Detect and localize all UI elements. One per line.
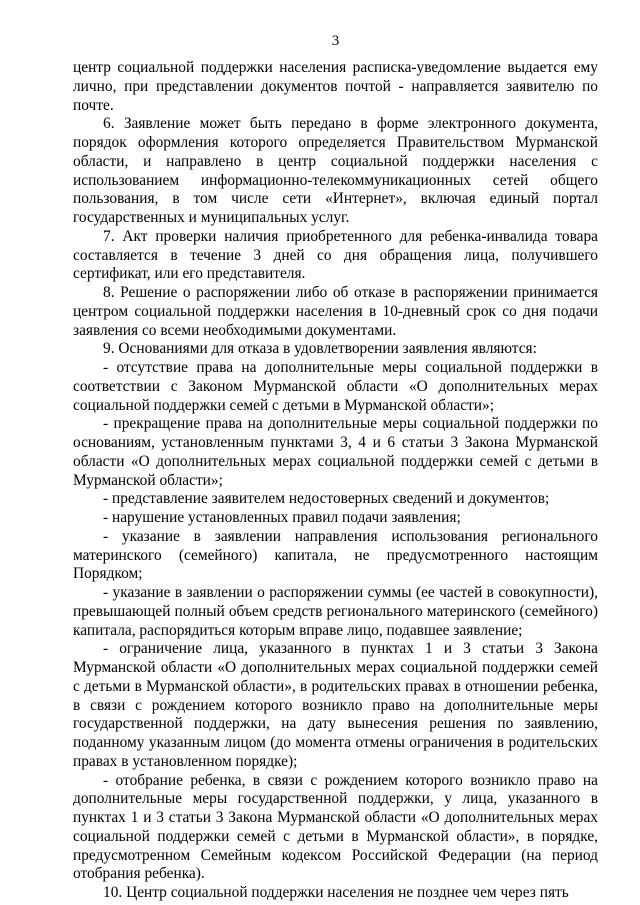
paragraph-item-8: 8. Решение о распоряжении либо об отказе в распоряжении принимается центром социальной поддержки населения в 10-дневный срок со дня подачи заявления со всеми необходимыми документами. (73, 284, 598, 339)
paragraph-item-10: 10. Центр социальной поддержки населения не позднее чем через пять (103, 884, 569, 901)
refusal-ground-2: - прекращение права на дополнительные меры социальной поддержки по основаниям, установленным пунктами 3, 4 и 6 статьи 3 Закона Мурманской области «О дополнительных мерах социальной поддержки семей с детьми в Мурманской области»; (73, 415, 598, 489)
refusal-ground-6: - указание в заявлении о распоряжении суммы (ее частей в совокупности), превышающей полный объем средств регионального материнского (семейного) капитала, распорядиться которым вправе лицо, подавшее заявление; (73, 584, 598, 639)
paragraph-item-7: 7. Акт проверки наличия приобретенного для ребенка-инвалида товара составляется в течение 3 дней со дня обращения лица, получившего сертификат, или его представителя. (73, 227, 598, 283)
refusal-ground-1: - отсутствие права на дополнительные меры социальной поддержки в соответствии с Законом Мурманской области «О дополнительных мерах социальной поддержки семей с детьми в Мурманской области»; (73, 359, 598, 414)
refusal-ground-4: - нарушение установленных правил подачи заявления; (103, 509, 461, 526)
document-page (73, 32, 598, 903)
paragraph-item-6: 6. Заявление может быть передано в форме электронного документа, порядок оформления которого определяется Правительством Мурманской области, и направлено в центр социальной поддержки населения с использованием информационно-телекоммуникационных сетей общего пользования, в том числе сети «Интернет», включая единый портал государственных и муниципальных услуг. (73, 115, 598, 226)
document-body (73, 59, 598, 903)
refusal-ground-8: - отобрание ребенка, в связи с рождением которого возникло право на дополнительные меры государственной поддержки, у лица, указанного в пунктах 1 и 3 статьи 3 Закона Мурманской области «О дополнительных мерах социальной поддержки семей с детьми в Мурманской области», в порядке, предусмотренном Семейным кодексом Российской Федерации (на период отобрания ребенка). (73, 771, 598, 883)
page-number: 3 (331, 33, 340, 49)
refusal-ground-7: - ограничение лица, указанного в пунктах 1 и 3 статьи 3 Закона Мурманской области «О дополнительных мерах социальной поддержки семей с детьми в Мурманской области», в родительских правах в отношении ребенка, в связи с рождением которого возникло право на дополнительные меры государственной поддержки, на дату вынесения решения по заявлению, поданному указанным лицом (до момента отмены ограничения в родительских правах в установленном порядке); (73, 640, 598, 770)
refusal-ground-3: - представление заявителем недостоверных сведений и документов; (103, 490, 550, 508)
refusal-ground-5: - указание в заявлении направления использования регионального материнского (семейного) капитала, не предусмотренного настоящим Порядком; (73, 527, 598, 583)
paragraph-continuation: центр социальной поддержки населения расписка-уведомление выдается ему лично, при представлении документов почтой - направляется заявителю по почте. (73, 59, 598, 114)
paragraph-item-9: 9. Основаниями для отказа в удовлетворении заявления являются: (103, 340, 537, 358)
